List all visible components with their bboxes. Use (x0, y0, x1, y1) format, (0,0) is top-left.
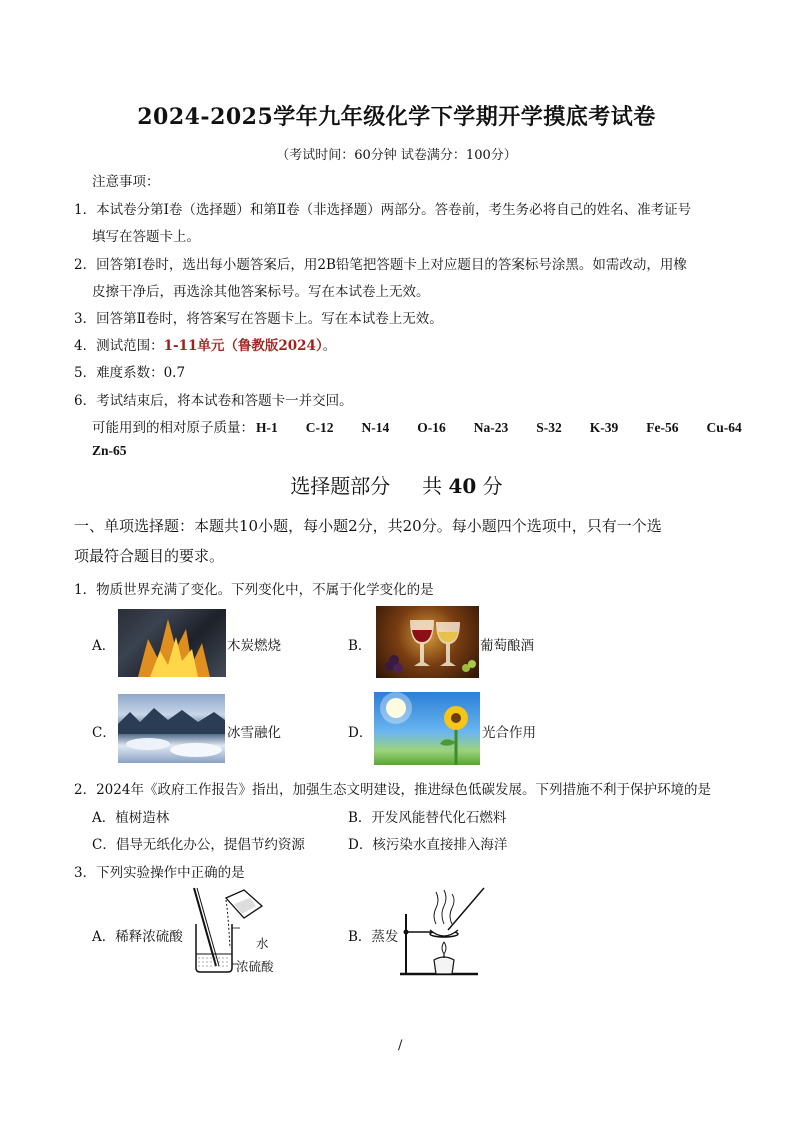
photosynthesis-image (374, 692, 480, 765)
acid-label: 浓硫酸 (236, 959, 274, 974)
q1-option-d-letter: D． (348, 725, 373, 741)
atomic-mass-zn: Zn-65 (92, 443, 127, 458)
sunflower-icon (374, 692, 480, 765)
mass-item: S-32 (536, 420, 562, 435)
atomic-masses (92, 416, 742, 436)
atomic-mass-label: 可能用到的相对原子质量： (92, 420, 254, 435)
mass-item: C-12 (305, 420, 334, 435)
q2-option-c: C．倡导无纸化办公，提倡节约资源 (92, 837, 305, 853)
note-4-prefix: 4．测试范围： (74, 338, 164, 354)
wine-glass-icon (376, 606, 479, 678)
grape-wine-image (376, 606, 479, 678)
q3-stem: 3．下列实验操作中正确的是 (74, 865, 245, 881)
mass-item: N-14 (361, 420, 390, 435)
q2-option-a: A．植树造林 (92, 810, 170, 826)
q1-option-a-letter: A． (92, 638, 116, 654)
flame-icon (118, 609, 226, 677)
section-score-suffix: 分 (482, 474, 503, 498)
notes-heading: 注意事项： (92, 174, 160, 190)
q1-option-b-letter: B． (348, 638, 372, 654)
note-2-line1: 2．回答第Ⅰ卷时，选出每小题答案后，用2B铅笔把答题卡上对应题目的答案标号涂黑。如需改动，用橡 (74, 257, 687, 273)
note-4 (74, 334, 336, 354)
q1-option-c-text: 冰雪融化 (227, 725, 281, 741)
part1-line1: 一、单项选择题：本题共10小题，每小题2分，共20分。每小题四个选项中，只有一个选 (74, 517, 662, 535)
section-name: 选择题部分 (290, 474, 391, 498)
mass-item: O-16 (417, 420, 446, 435)
note-3: 3．回答第Ⅱ卷时，将答案写在答题卡上。写在本试卷上无效。 (74, 311, 443, 327)
note-5: 5．难度系数：0.7 (74, 365, 186, 381)
exam-info: （考试时间：60分钟 试卷满分：100分） (276, 148, 517, 163)
note-1-line2: 填写在答题卡上。 (92, 229, 200, 245)
q1-option-c-letter: C． (92, 725, 116, 741)
mass-item: Cu-64 (706, 420, 742, 435)
page-title: 2024-2025学年九年级化学下学期开学摸底考试卷 (137, 104, 656, 130)
q1-option-b-text: 葡萄酿酒 (480, 638, 534, 654)
q2-option-d: D．核污染水直接排入海洋 (348, 837, 508, 853)
snow-landscape-icon (118, 694, 225, 763)
q2-stem: 2．2024年《政府工作报告》指出，加强生态文明建设，推进绿色低碳发展。下列措施不利于保护环境的是 (74, 782, 711, 798)
mass-item: Na-23 (473, 420, 509, 435)
mass-item: H-1 (256, 420, 278, 435)
note-1-line1: 1．本试卷分第Ⅰ卷（选择题）和第Ⅱ卷（非选择题）两部分。答卷前，考生务必将自己的姓名、准考证号 (74, 202, 692, 218)
evaporation-apparatus-illustration (398, 884, 490, 980)
q3-option-b: B．蒸发 (348, 929, 399, 945)
section-title (0, 470, 793, 499)
section-score: 40 (448, 474, 477, 498)
test-range: 1-11单元（鲁教版2024） (163, 338, 323, 354)
charcoal-burning-image (118, 609, 226, 677)
section-score-prefix: 共 (422, 474, 443, 498)
melting-snow-image (118, 694, 225, 763)
q1-stem: 1．物质世界充满了变化。下列变化中，不属于化学变化的是 (74, 582, 434, 598)
q3-option-a: A．稀释浓硫酸 (92, 929, 183, 945)
mass-item: Fe-56 (646, 420, 679, 435)
note-2-line2: 皮擦干净后，再选涂其他答案标号。写在本试卷上无效。 (92, 284, 430, 300)
water-label: 水 (256, 936, 269, 951)
page-mark: / (398, 1038, 403, 1053)
q1-option-d-text: 光合作用 (482, 725, 536, 741)
note-6: 6．考试结束后，将本试卷和答题卡一并交回。 (74, 393, 353, 409)
part1-line2: 项最符合题目的要求。 (74, 547, 225, 565)
note-4-suffix: 。 (322, 338, 337, 354)
q2-option-b: B．开发风能替代化石燃料 (348, 810, 507, 826)
q1-option-a-text: 木炭燃烧 (227, 638, 281, 654)
mass-item: K-39 (589, 420, 619, 435)
